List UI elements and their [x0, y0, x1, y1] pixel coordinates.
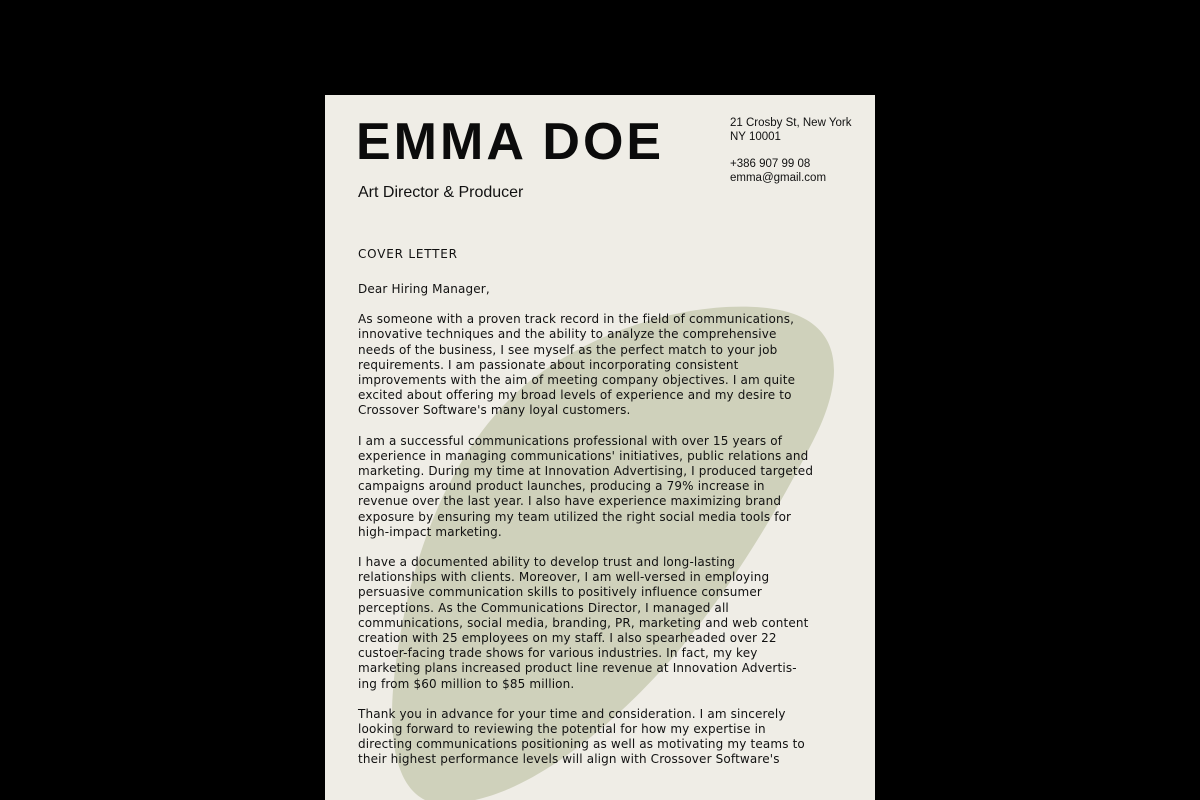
- applicant-name: EMMA DOE: [356, 113, 665, 171]
- paragraph-line: persuasive communication skills to positively influence consumer: [358, 585, 762, 600]
- paragraph-line: ing from $60 million to $85 million.: [358, 676, 575, 691]
- contact-block: [730, 116, 851, 185]
- paragraph-line: As someone with a proven track record in the field of communications,: [358, 312, 795, 327]
- applicant-role: Art Director & Producer: [358, 184, 524, 201]
- paragraph-line: their highest performance levels will align with Crossover Software's: [358, 752, 780, 767]
- paragraph-line: custoer-facing trade shows for various industries. In fact, my key: [358, 646, 758, 661]
- cover-letter-page: [325, 95, 875, 800]
- paragraph-line: Crossover Software's many loyal customers.: [358, 403, 631, 418]
- paragraph-line: experience in managing communications' initiatives, public relations and: [358, 448, 809, 463]
- address-line-1: 21 Crosby St, New York: [730, 117, 852, 129]
- paragraph-line: marketing. During my time at Innovation Advertising, I produced targeted: [358, 464, 814, 479]
- salutation: Dear Hiring Manager,: [358, 282, 490, 296]
- paragraph-line: excited about offering my broad levels of experience and my desire to: [358, 388, 792, 403]
- paragraph-line: revenue over the last year. I also have experience maximizing brand: [358, 494, 782, 509]
- letter-heading: COVER LETTER: [358, 247, 458, 261]
- paragraph-line: exposure by ensuring my team utilized the right social media tools for: [358, 509, 792, 524]
- letter-paragraph: [358, 312, 858, 418]
- paragraph-line: perceptions. As the Communications Director, I managed all: [358, 600, 729, 615]
- paragraph-line: high-impact marketing.: [358, 524, 502, 539]
- paragraph-line: improvements with the aim of meeting company objectives. I am quite: [358, 373, 796, 388]
- contact-spacer: [730, 144, 851, 157]
- letter-paragraph: [358, 434, 858, 540]
- paragraph-line: creation with 25 employees on my staff. I also spearheaded over 22: [358, 631, 777, 646]
- paragraph-line: relationships with clients. Moreover, I am well-versed in employing: [358, 570, 770, 585]
- paragraph-line: communications, social media, branding, PR, marketing and web content: [358, 615, 809, 630]
- paragraph-line: I have a documented ability to develop trust and long-lasting: [358, 555, 736, 570]
- address-line-2: NY 10001: [730, 131, 781, 143]
- letter-paragraphs: [358, 312, 858, 767]
- paragraph-line: directing communications positioning as well as motivating my teams to: [358, 737, 805, 752]
- phone-number: +386 907 99 08: [730, 158, 811, 170]
- letter-paragraph: [358, 555, 858, 692]
- paragraph-line: looking forward to reviewing the potential for how my expertise in: [358, 722, 766, 737]
- paragraph-line: innovative techniques and the ability to analyze the comprehensive: [358, 327, 777, 342]
- letter-body: [358, 246, 858, 783]
- email-address: emma@gmail.com: [730, 172, 827, 184]
- paragraph-line: marketing plans increased product line revenue at Innovation Advertis-: [358, 661, 797, 676]
- paragraph-line: Thank you in advance for your time and consideration. I am sincerely: [358, 706, 786, 721]
- paragraph-line: requirements. I am passionate about incorporating consistent: [358, 357, 739, 372]
- letter-paragraph: [358, 707, 858, 768]
- paragraph-line: needs of the business, I see myself as the perfect match to your job: [358, 342, 778, 357]
- paragraph-line: I am a successful communications professional with over 15 years of: [358, 433, 783, 448]
- paragraph-line: campaigns around product launches, producing a 79% increase in: [358, 479, 765, 494]
